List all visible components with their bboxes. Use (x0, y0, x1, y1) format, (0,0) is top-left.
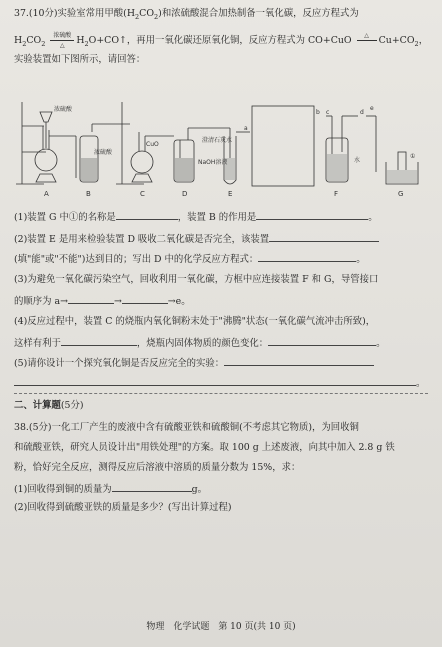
page-footer: 物理 化学试题 第 10 页(共 10 页) (146, 622, 296, 632)
q38-line3: 粉，恰好完全反应，测得反应后溶液中溶质的质量分数为 15%，求： (14, 462, 301, 473)
letter-a: A (44, 190, 49, 198)
q37-intro: 37.(10分)实验室常用甲酸$(H_2CO_2)$和浓硫酸混合加热制备一氧化碳，反应方程式为 (14, 8, 359, 21)
port-d: d (360, 109, 364, 116)
section-divider (14, 393, 428, 394)
label-limewater: 澄清石灰水 (202, 137, 233, 144)
label-cuo: CuO (146, 141, 159, 148)
answer-blank[interactable] (112, 482, 192, 492)
answer-blank[interactable] (61, 336, 137, 346)
answer-blank[interactable] (269, 232, 379, 242)
q38-part1: (1)回收得到铜的质量为 g。 (14, 484, 208, 495)
q38-line1: 38.(5分)一化工厂产生的废液中含有硫酸亚铁和硫酸铜(不考虑其它物质)，为回收铜 (14, 422, 359, 433)
answer-blank[interactable] (68, 294, 114, 304)
section2-title: 二、计算题(5分) (14, 400, 84, 411)
q38-line2: 和硫酸亚铁，研究人员设计出"用铁处理"的方案。取 100 g 上述废液，向其中加入 2.8 g 铁 (14, 442, 395, 453)
q37-part3b: 的顺序为 a→ → →e。 (14, 296, 191, 307)
reaction-condition-2: △ (357, 32, 377, 49)
q37-part5b: 。 (14, 376, 432, 390)
reaction-condition-1: 浓硫酸 △ (50, 32, 74, 49)
label-water: 水 (354, 157, 361, 164)
answer-blank[interactable] (256, 210, 368, 220)
answer-blank[interactable] (258, 252, 356, 262)
port-b: b (316, 109, 320, 116)
letter-f: F (334, 190, 339, 198)
label-naoh: NaOH溶液 (198, 159, 228, 166)
q37-part1: (1)装置 G 中①的名称是 ，装置 B 的作用是 。 (14, 212, 378, 223)
q37-points: (10分) (28, 8, 58, 19)
answer-blank[interactable] (268, 336, 376, 346)
letter-d: D (182, 190, 188, 198)
q38-part2: (2)回收得到硫酸亚铁的质量是多少？(写出计算过程) (14, 502, 232, 513)
label-acid: 浓硫酸 (54, 106, 73, 113)
q37-part4b: 这样有利于 ，烧瓶内固体物质的颜色变化： 。 (14, 338, 386, 349)
apparatus-diagram (14, 96, 428, 200)
answer-blank[interactable] (14, 376, 416, 386)
answer-blank[interactable] (116, 210, 178, 220)
q37-part4: (4)反应过程中，装置 C 的烧瓶内氧化铜粉末处于"沸腾"状态(一氧化碳气流冲击所致)， (14, 316, 376, 327)
q37-part5: (5)请你设计一个探究氧化铜是否反应完全的实验： (14, 356, 432, 370)
port-e: e (370, 105, 374, 112)
letter-g: G (398, 190, 404, 198)
q37-setup-line: 实验装置如下图所示，请回答： (14, 54, 146, 65)
label-circle1: ① (410, 153, 416, 160)
q37-part2b: (填"能"或"不能")达到目的；写出 D 中的化学反应方程式： 。 (14, 254, 366, 265)
letter-b: B (86, 190, 91, 198)
letter-e: E (228, 190, 233, 198)
q37-part3: (3)为避免一氧化碳污染空气，回收利用一氧化碳，方框中应连接装置 F 和 G，导管接口 (14, 274, 379, 285)
port-c: c (326, 109, 330, 116)
q37-equations: $H_2CO_2$ 浓硫酸 △ $H_2O+CO↑$，再用一氧化碳还原氧化铜，反应方程式为 CO+CuO △ $Cu+CO_2$， (14, 32, 429, 49)
answer-blank[interactable] (122, 294, 168, 304)
answer-blank[interactable] (224, 356, 374, 366)
letter-c: C (140, 190, 145, 198)
q37-part2: (2)装置 E 是用来检验装置 D 吸收二氧化碳是否完全，该装置 (14, 232, 432, 246)
q37-number: 37. (14, 8, 29, 19)
port-a: a (244, 125, 248, 132)
label-conc-sulf: 浓硫酸 (94, 149, 113, 156)
